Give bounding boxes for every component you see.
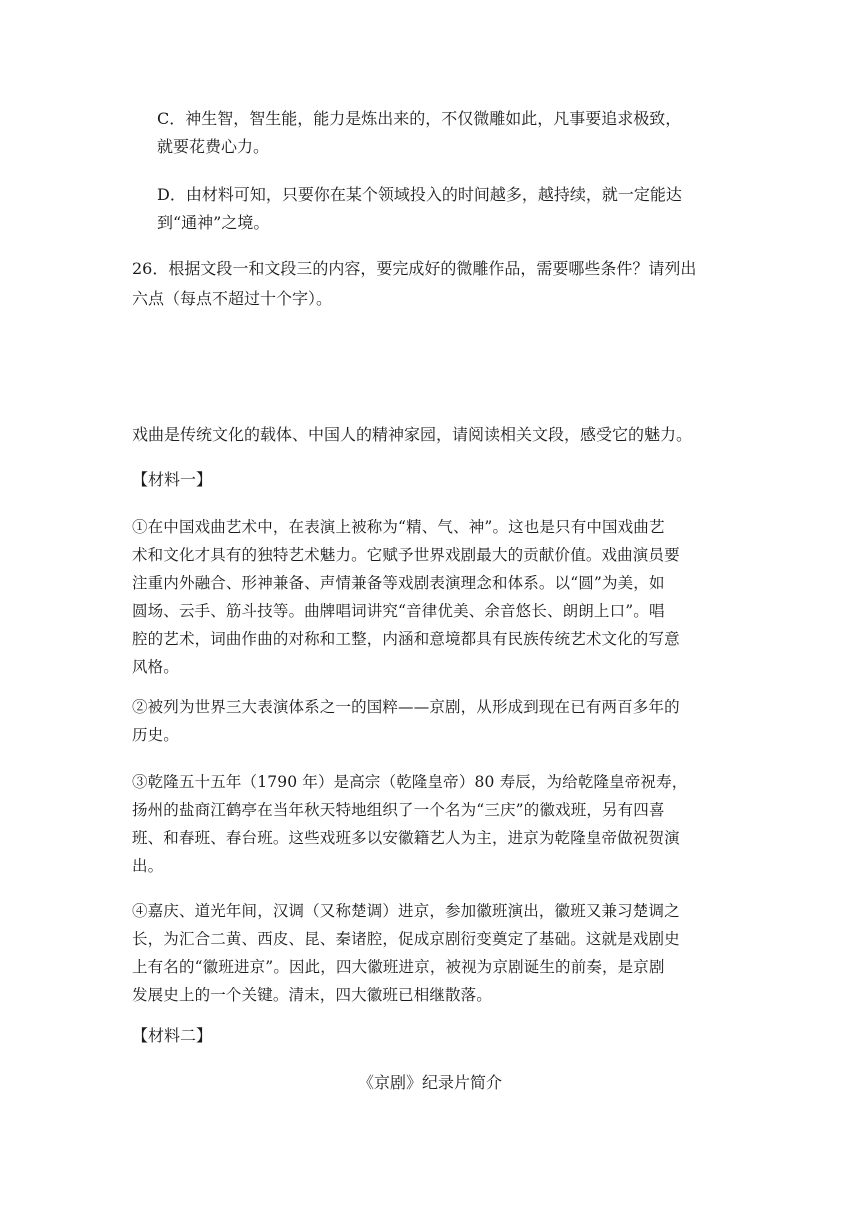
material-1-p2-line: ②被列为世界三大表演体系之一的国粹——京剧，从形成到现在已有两百多年的 — [132, 698, 680, 716]
section-intro: 戏曲是传统文化的载体、中国人的精神家园，请阅读相关文段，感受它的魅力。 — [132, 425, 693, 444]
option-c-line-1: C．神生智，智生能，能力是炼出来的，不仅微雕如此，凡事要追求极致， — [157, 109, 682, 128]
material-1-p4-line: 上有名的“徽班进京”。因此，四大徽班进京，被视为京剧诞生的前奏，是京剧 — [132, 958, 665, 976]
question-26-line-2: 六点（每点不超过十个字）。 — [132, 289, 333, 308]
question-26-line-1: 26．根据文段一和文段三的内容，要完成好的微雕作品，需要哪些条件？请列出 — [132, 259, 697, 278]
material-1-heading: 【材料一】 — [132, 470, 213, 489]
material-1-p3-line: ③乾隆五十五年（1790 年）是高宗（乾隆皇帝）80 寿辰，为给乾隆皇帝祝寿， — [132, 773, 688, 791]
material-1-p3-line: 班、和春班、春台班。这些戏班多以安徽籍艺人为主，进京为乾隆皇帝做祝贺演 — [132, 829, 680, 847]
material-1-p4-line: 发展史上的一个关键。清末，四大徽班已相继散落。 — [132, 986, 492, 1004]
material-1-p1-line: 注重内外融合、形神兼备、声情兼备等戏剧表演理念和体系。以“圆”为美，如 — [132, 574, 665, 592]
material-2-heading: 【材料二】 — [132, 1026, 213, 1045]
material-2-subtitle: 《京剧》纪录片简介 — [357, 1073, 502, 1092]
option-d-line-2: 到“通神”之境。 — [157, 213, 270, 232]
material-1-p4-line: ④嘉庆、道光年间，汉调（又称楚调）进京，参加徽班演出，徽班又兼习楚调之 — [132, 902, 680, 920]
material-1-p1-line: 腔的艺术，词曲作曲的对称和工整，内涵和意境都具有民族传统艺术文化的写意 — [132, 630, 680, 648]
material-1-p1-line: ①在中国戏曲艺术中，在表演上被称为“精、气、神”。这也是只有中国戏曲艺 — [132, 518, 665, 536]
material-1-p2-line: 历史。 — [132, 726, 179, 744]
material-1-p3-line: 出。 — [132, 857, 164, 875]
option-c-line-2: 就要花费心力。 — [157, 137, 270, 156]
material-1-p4-line: 长，为汇合二黄、西皮、昆、秦诸腔，促成京剧衍变奠定了基础。这就是戏剧史 — [132, 930, 680, 948]
material-1-p1-line: 术和文化才具有的独特艺术魅力。它赋予世界戏剧最大的贡献价值。戏曲演员要 — [132, 546, 680, 564]
option-d-line-1: D．由材料可知，只要你在某个领域投入的时间越多，越持续，就一定能达 — [157, 185, 682, 204]
material-1-p3-line: 扬州的盐商江鹤亭在当年秋天特地组织了一个名为“三庆”的徽戏班，另有四喜 — [132, 801, 665, 819]
material-1-p1-line: 圆场、云手、筋斗技等。曲牌唱词讲究“音律优美、余音悠长、朗朗上口”。唱 — [132, 602, 665, 620]
material-1-p1-line: 风格。 — [132, 658, 179, 676]
